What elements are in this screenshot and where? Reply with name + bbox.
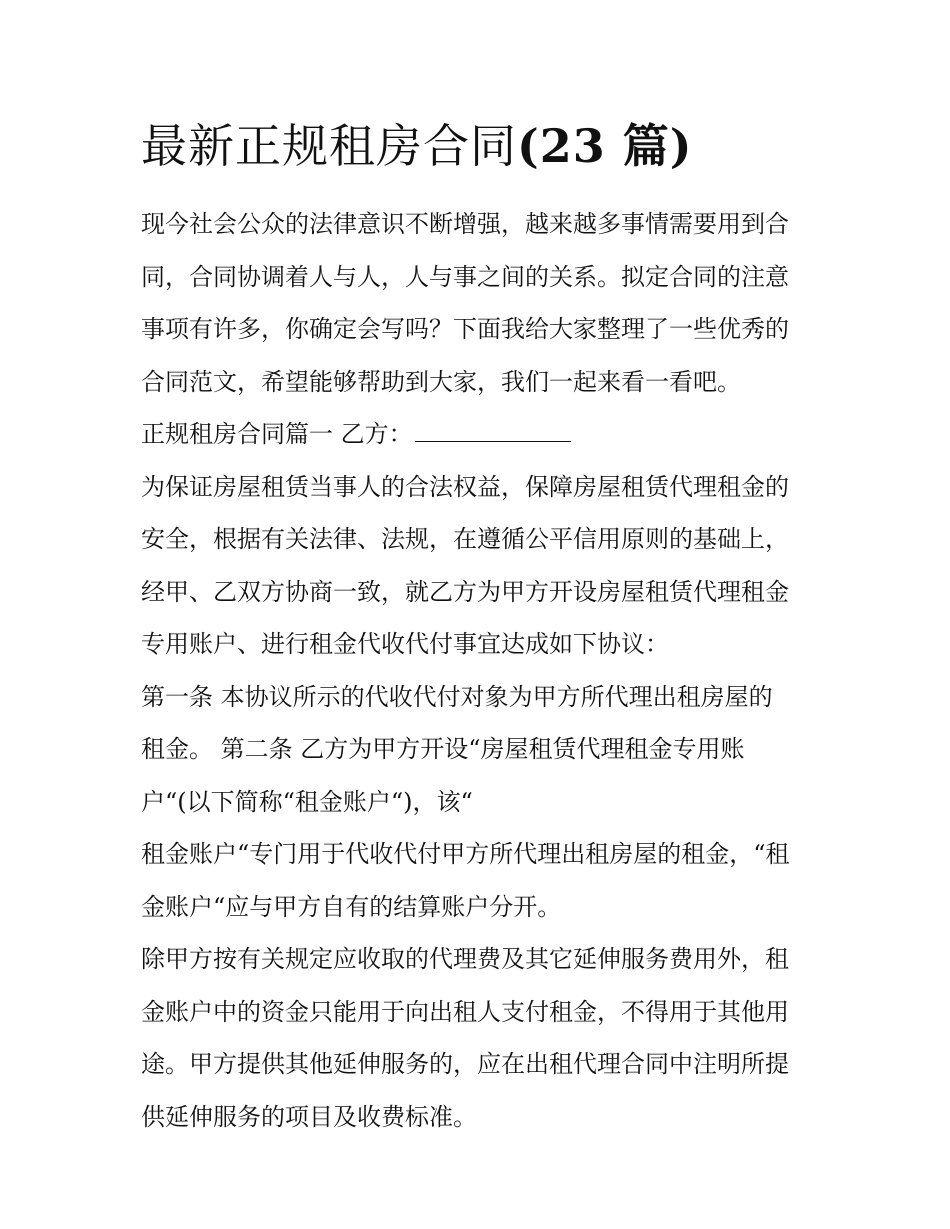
title-suffix: (23 篇) bbox=[517, 119, 693, 173]
party-b-blank-field bbox=[415, 440, 571, 442]
text-line: 同，合同协调着人与人，人与事之间的关系。拟定合同的注意 bbox=[141, 262, 789, 291]
text-line: 事项有许多，你确定会写吗？下面我给大家整理了一些优秀的 bbox=[141, 315, 789, 343]
party-b-label: 正规租房合同篇一 乙方： bbox=[141, 420, 413, 448]
text-line: 现今社会公众的法律意识不断增强，越来越多事情需要用到合 bbox=[141, 210, 789, 238]
document-page bbox=[141, 118, 821, 1143]
party-b-line bbox=[141, 408, 821, 461]
text-line: 合同范文，希望能够帮助到大家，我们一起来看一看吧。 bbox=[141, 367, 741, 396]
text-line: 专用账户、进行租金代收代付事宜达成如下协议： bbox=[141, 630, 669, 658]
text-line: 经甲、乙双方协商一致，就乙方为甲方开设房屋租赁代理租金 bbox=[141, 577, 789, 606]
document-title bbox=[141, 118, 821, 174]
text-line: 户“(以下简称“租金账户“)，该“ bbox=[141, 787, 473, 816]
text-line: 除甲方按有关规定应收取的代理费及其它延伸服务费用外，租 bbox=[141, 945, 789, 973]
text-line: 途。甲方提供其他延伸服务的，应在出租代理合同中注明所提 bbox=[141, 1050, 789, 1078]
title-main: 最新正规租房合同 bbox=[141, 119, 517, 173]
text-line: 第一条 本协议所示的代收代付对象为甲方所代理出租房屋的 bbox=[141, 682, 773, 711]
text-line: 金账户“应与甲方自有的结算账户分开。 bbox=[141, 892, 562, 921]
text-line: 安全，根据有关法律、法规，在遵循公平信用原则的基础上， bbox=[141, 525, 789, 553]
text-line: 为保证房屋租赁当事人的合法权益，保障房屋租赁代理租金的 bbox=[141, 472, 789, 501]
text-line: 金账户中的资金只能用于向出租人支付租金，不得用于其他用 bbox=[141, 997, 789, 1026]
text-line: 租金。 第二条 乙方为甲方开设“房屋租赁代理租金专用账 bbox=[141, 735, 745, 763]
text-line: 租金账户“专门用于代收代付甲方所代理出租房屋的租金，“租 bbox=[141, 840, 790, 868]
text-line: 供延伸服务的项目及收费标准。 bbox=[141, 1102, 477, 1131]
